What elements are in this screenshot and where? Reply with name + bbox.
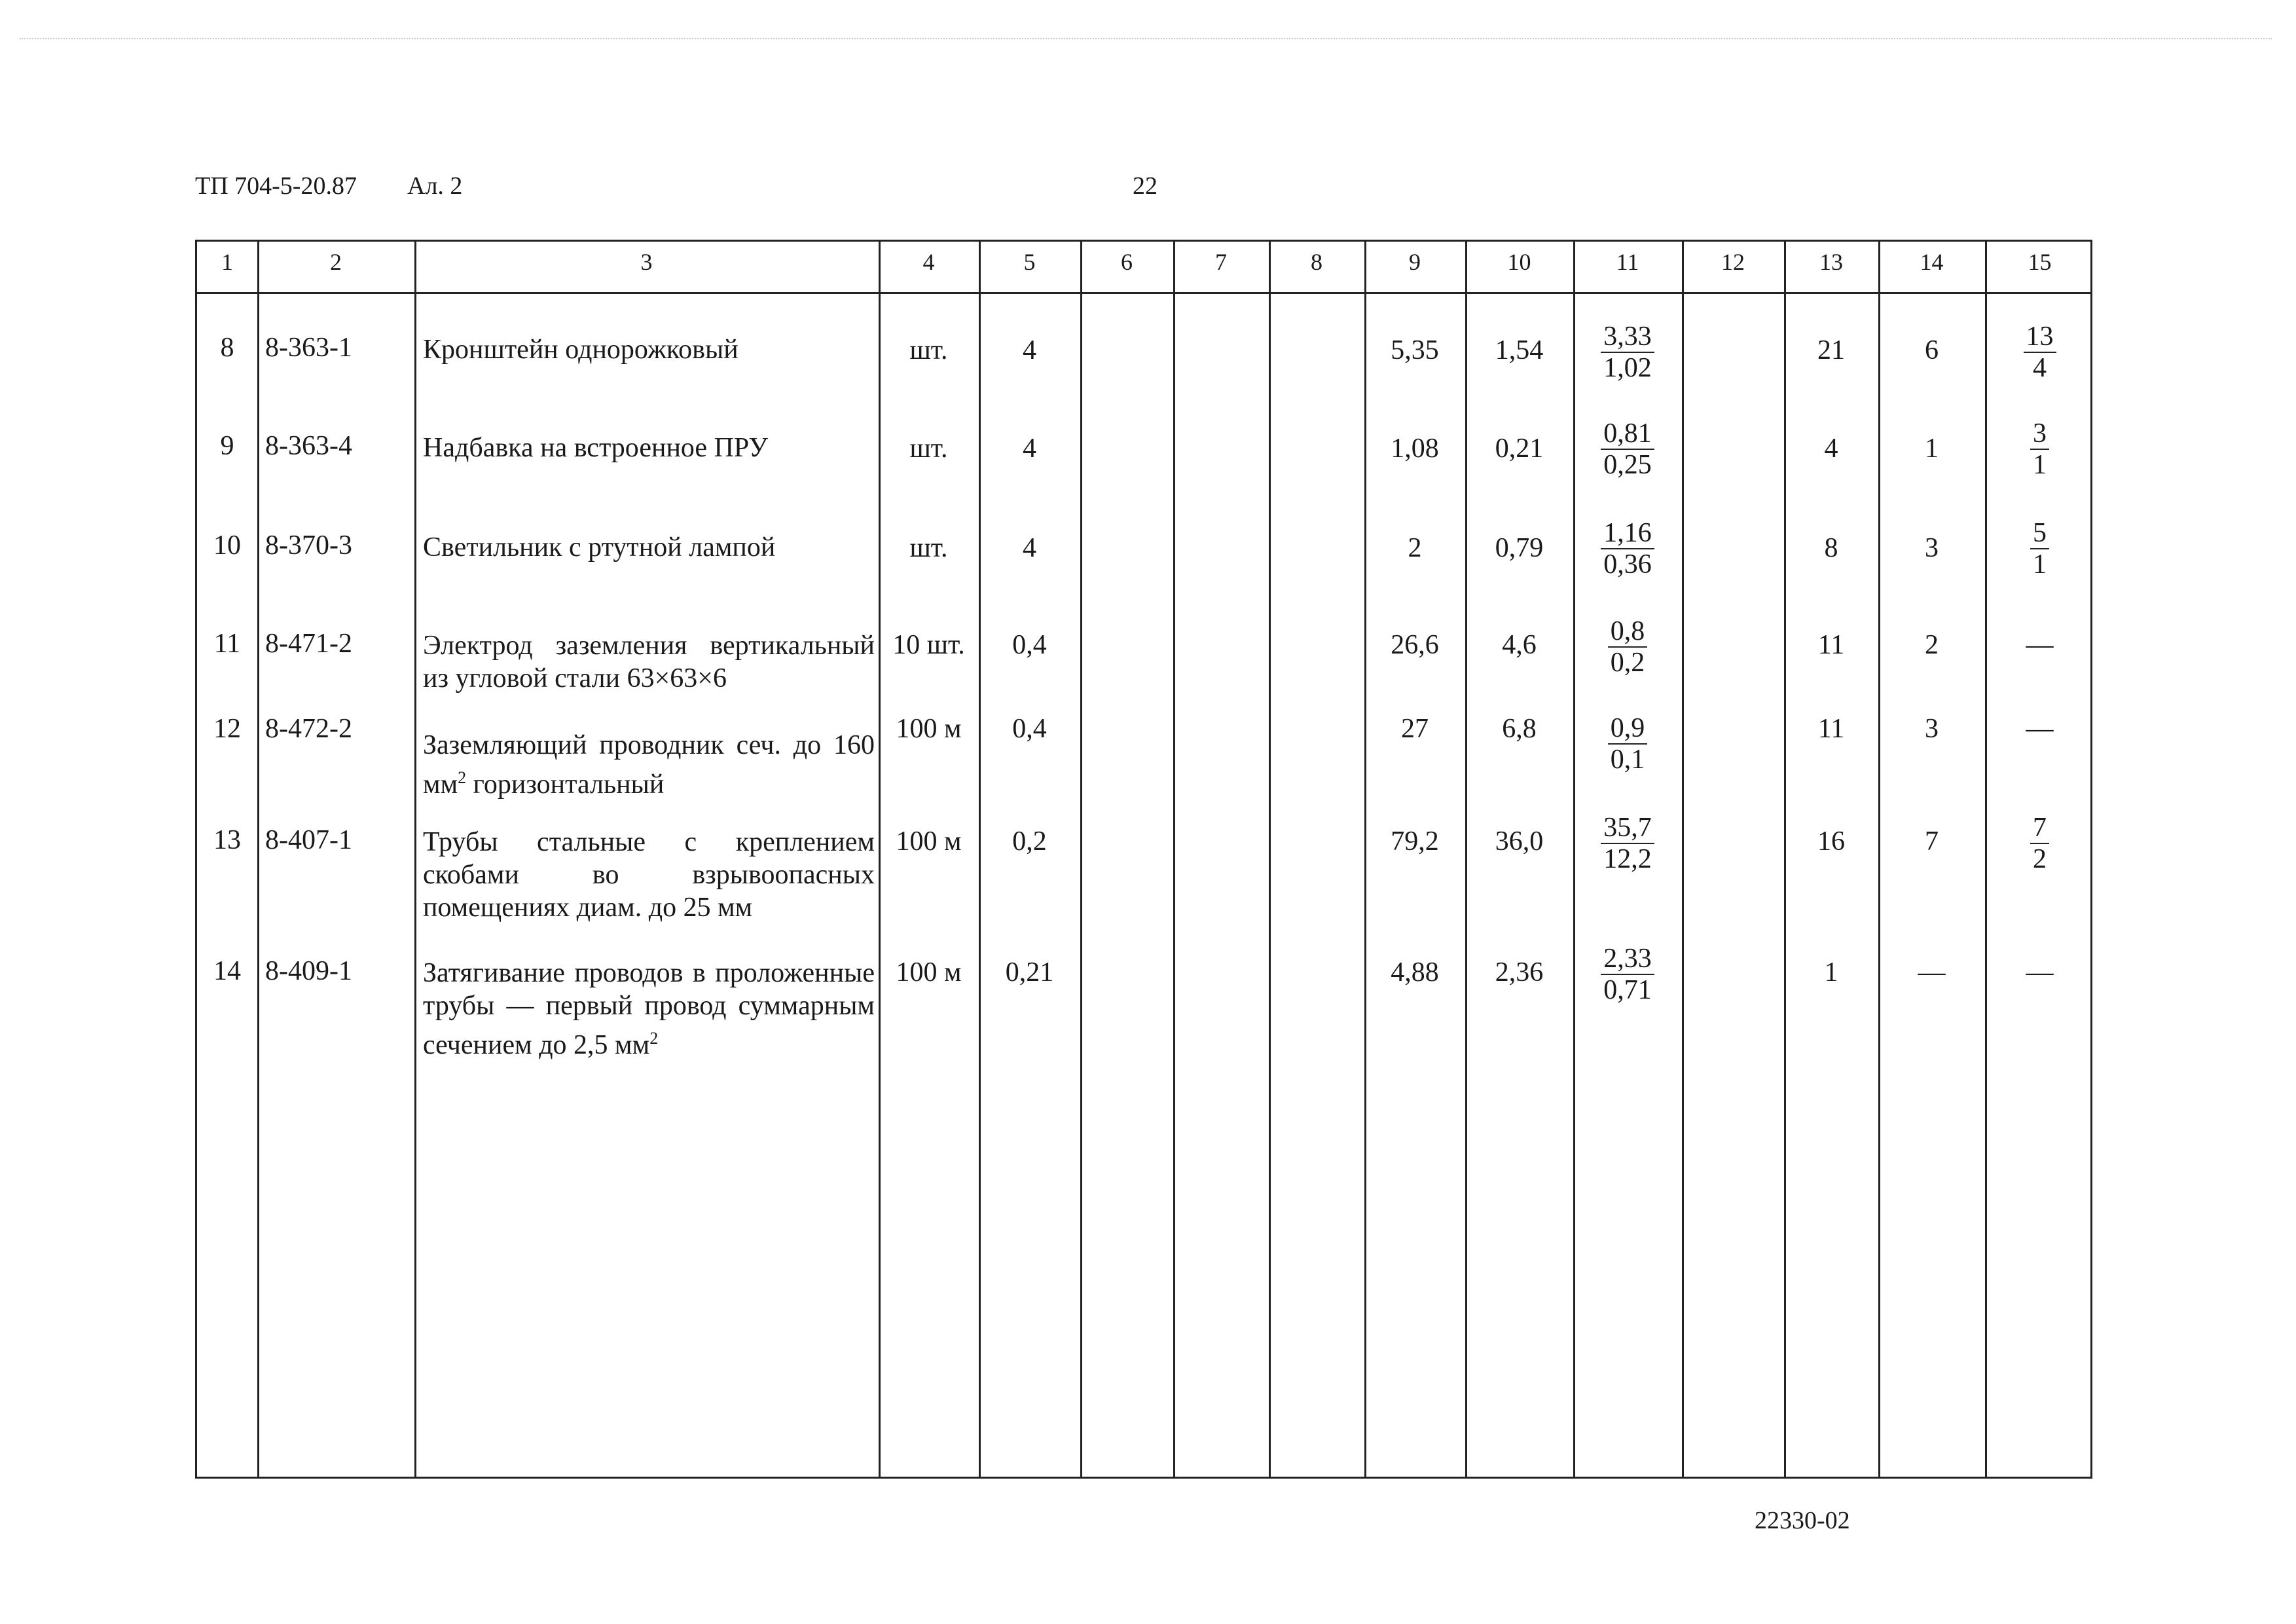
col13-value: 1 bbox=[1824, 957, 1838, 987]
norm-code: 8-409-1 bbox=[265, 956, 352, 986]
col15-value: — bbox=[2026, 957, 2054, 987]
column-divider bbox=[1364, 242, 1366, 1477]
column-divider bbox=[879, 242, 881, 1477]
column-divider bbox=[414, 242, 416, 1477]
column-number: 9 bbox=[1409, 249, 1421, 275]
superscript: 2 bbox=[458, 768, 467, 787]
col14-value: 6 bbox=[1925, 335, 1939, 365]
col9-value: 2 bbox=[1408, 533, 1422, 563]
column-divider bbox=[1173, 242, 1175, 1477]
col15-fraction bbox=[1985, 813, 2094, 874]
column-divider bbox=[1682, 242, 1684, 1477]
row-number: 12 bbox=[213, 714, 241, 744]
footer-document-code: 22330-02 bbox=[1755, 1507, 1850, 1534]
fraction-numerator: 7 bbox=[2030, 813, 2049, 844]
fraction-denominator: 1 bbox=[2033, 549, 2047, 580]
col11-fraction bbox=[1573, 518, 1682, 580]
unit: 100 м bbox=[896, 826, 962, 857]
col14-value: 3 bbox=[1925, 714, 1939, 744]
norm-code: 8-407-1 bbox=[265, 825, 352, 855]
column-divider bbox=[1080, 242, 1082, 1477]
work-description bbox=[423, 729, 875, 801]
column-number: 3 bbox=[640, 249, 653, 275]
description-text: Затягивание проводов в проложенные трубы — первый провод суммарным сечением до 2,5 мм bbox=[423, 958, 875, 1060]
col15-fraction bbox=[1985, 518, 2094, 580]
col9-value: 1,08 bbox=[1391, 434, 1439, 464]
quantity: 0,21 bbox=[1005, 957, 1054, 987]
page-number: 22 bbox=[1133, 172, 1157, 200]
col10-value: 1,54 bbox=[1495, 335, 1544, 365]
fraction-numerator: 3,33 bbox=[1601, 322, 1654, 353]
col14-value: 1 bbox=[1925, 434, 1939, 464]
row-number: 9 bbox=[220, 431, 234, 461]
col15-value: — bbox=[2026, 630, 2054, 660]
header-divider bbox=[197, 292, 2090, 294]
fraction-denominator: 0,71 bbox=[1603, 975, 1652, 1005]
col13-value: 4 bbox=[1824, 434, 1838, 464]
col14-value: 7 bbox=[1925, 826, 1939, 857]
work-description bbox=[423, 957, 875, 1061]
quantity: 4 bbox=[1023, 335, 1036, 365]
fraction-denominator: 0,1 bbox=[1610, 745, 1645, 775]
column-number: 14 bbox=[1920, 249, 1944, 275]
sheet-label: Ал. 2 bbox=[407, 172, 463, 200]
unit: шт. bbox=[909, 335, 948, 365]
fraction-numerator: 1,16 bbox=[1601, 518, 1654, 549]
col9-value: 79,2 bbox=[1391, 826, 1439, 857]
col10-value: 4,6 bbox=[1502, 630, 1537, 660]
scan-artifact-line bbox=[20, 38, 2272, 39]
col14-value: 2 bbox=[1925, 630, 1939, 660]
norm-code: 8-363-4 bbox=[265, 431, 352, 461]
col13-value: 21 bbox=[1817, 335, 1845, 365]
fraction-numerator: 0,8 bbox=[1608, 616, 1648, 648]
column-number: 11 bbox=[1616, 249, 1639, 275]
fraction-denominator: 2 bbox=[2033, 844, 2047, 874]
col13-value: 11 bbox=[1817, 714, 1845, 744]
column-divider bbox=[1465, 242, 1467, 1477]
unit: 100 м bbox=[896, 957, 962, 987]
col11-fraction bbox=[1573, 713, 1682, 775]
column-divider bbox=[979, 242, 981, 1477]
column-divider bbox=[1878, 242, 1880, 1477]
col13-value: 8 bbox=[1824, 533, 1838, 563]
col14-value: — bbox=[1918, 957, 1946, 987]
col11-fraction bbox=[1573, 322, 1682, 383]
col13-value: 16 bbox=[1817, 826, 1845, 857]
work-description: Надбавка на встроенное ПРУ bbox=[423, 433, 768, 463]
norm-code: 8-471-2 bbox=[265, 629, 352, 659]
unit: шт. bbox=[909, 434, 948, 464]
col14-value: 3 bbox=[1925, 533, 1939, 563]
fraction-numerator: 35,7 bbox=[1601, 813, 1654, 844]
col11-fraction bbox=[1573, 813, 1682, 874]
row-number: 10 bbox=[213, 530, 241, 561]
col15-fraction bbox=[1985, 322, 2094, 383]
quantity: 4 bbox=[1023, 533, 1036, 563]
norm-code: 8-472-2 bbox=[265, 714, 352, 744]
description-text: Заземляющий проводник сеч. до 160 мм bbox=[423, 730, 875, 800]
fraction-denominator: 12,2 bbox=[1603, 844, 1652, 874]
fraction-denominator: 0,36 bbox=[1603, 549, 1652, 580]
fraction-denominator: 4 bbox=[2033, 353, 2047, 383]
column-number: 1 bbox=[221, 249, 233, 275]
col10-value: 6,8 bbox=[1502, 714, 1537, 744]
col10-value: 0,79 bbox=[1495, 533, 1544, 563]
column-number: 2 bbox=[330, 249, 342, 275]
col9-value: 26,6 bbox=[1391, 630, 1439, 660]
column-divider bbox=[1784, 242, 1786, 1477]
unit: шт. bbox=[909, 533, 948, 563]
col9-value: 27 bbox=[1401, 714, 1429, 744]
fraction-denominator: 0,2 bbox=[1610, 648, 1645, 678]
superscript: 2 bbox=[649, 1029, 659, 1048]
column-divider bbox=[1269, 242, 1271, 1477]
estimate-table bbox=[195, 240, 2092, 1479]
col11-fraction bbox=[1573, 616, 1682, 678]
fraction-denominator: 0,25 bbox=[1603, 450, 1652, 480]
column-number: 7 bbox=[1215, 249, 1227, 275]
document-code: ТП 704-5-20.87 bbox=[195, 172, 357, 200]
work-description: Трубы стальные с креплением скобами во взрывоопасных помещениях диам. до 25 мм bbox=[423, 827, 875, 923]
fraction-denominator: 1,02 bbox=[1603, 353, 1652, 383]
column-number: 4 bbox=[922, 249, 935, 275]
fraction-numerator: 13 bbox=[2024, 322, 2056, 353]
quantity: 0,2 bbox=[1012, 826, 1047, 857]
column-number: 5 bbox=[1023, 249, 1036, 275]
fraction-numerator: 0,9 bbox=[1608, 713, 1648, 745]
fraction-numerator: 3 bbox=[2030, 418, 2049, 450]
col10-value: 36,0 bbox=[1495, 826, 1544, 857]
row-number: 8 bbox=[220, 333, 234, 363]
unit: 10 шт. bbox=[892, 630, 965, 660]
fraction-numerator: 0,81 bbox=[1601, 418, 1654, 450]
fraction-numerator: 5 bbox=[2030, 518, 2049, 549]
row-number: 14 bbox=[213, 956, 241, 986]
col15-fraction bbox=[1985, 418, 2094, 480]
work-description: Светильник с ртутной лампой bbox=[423, 532, 776, 563]
column-number: 12 bbox=[1721, 249, 1745, 275]
col10-value: 0,21 bbox=[1495, 434, 1544, 464]
quantity: 0,4 bbox=[1012, 714, 1047, 744]
col11-fraction bbox=[1573, 418, 1682, 480]
column-divider bbox=[257, 242, 259, 1477]
fraction-numerator: 2,33 bbox=[1601, 944, 1654, 975]
quantity: 0,4 bbox=[1012, 630, 1047, 660]
column-number: 13 bbox=[1819, 249, 1843, 275]
norm-code: 8-370-3 bbox=[265, 530, 352, 561]
row-number: 13 bbox=[213, 825, 241, 855]
norm-code: 8-363-1 bbox=[265, 333, 352, 363]
fraction-denominator: 1 bbox=[2033, 450, 2047, 480]
description-text: горизонтальный bbox=[466, 769, 665, 800]
row-number: 11 bbox=[213, 629, 241, 659]
work-description: Электрод заземления вертикальный из угловой стали 63×63×6 bbox=[423, 631, 875, 693]
quantity: 4 bbox=[1023, 434, 1036, 464]
column-number: 10 bbox=[1507, 249, 1531, 275]
work-description: Кронштейн однорожковый bbox=[423, 335, 738, 365]
col9-value: 5,35 bbox=[1391, 335, 1439, 365]
column-number: 6 bbox=[1121, 249, 1133, 275]
column-number: 15 bbox=[2028, 249, 2052, 275]
col10-value: 2,36 bbox=[1495, 957, 1544, 987]
col9-value: 4,88 bbox=[1391, 957, 1439, 987]
col11-fraction bbox=[1573, 944, 1682, 1005]
col15-value: — bbox=[2026, 714, 2054, 744]
unit: 100 м bbox=[896, 714, 962, 744]
column-number: 8 bbox=[1311, 249, 1322, 275]
col13-value: 11 bbox=[1817, 630, 1845, 660]
